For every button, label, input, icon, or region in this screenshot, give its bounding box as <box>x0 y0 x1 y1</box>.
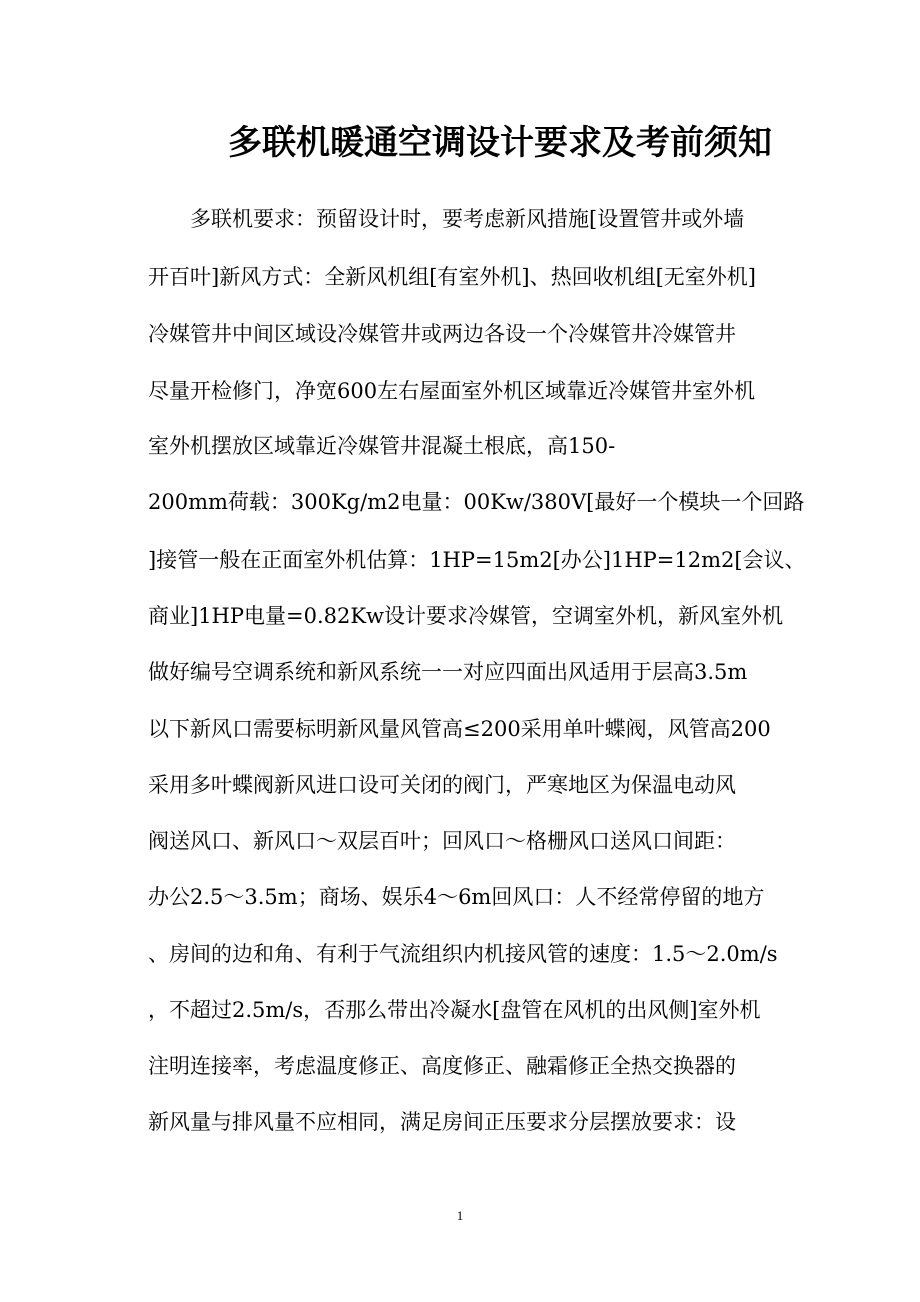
body-line-12: 阀送风口、新风口～双层百叶；回风口～格栅风口送风口间距： <box>148 829 736 853</box>
body-line-15: ，不超过2.5m/s，否那么带出冷凝水[盘管在风机的出风侧]室外机 <box>148 998 761 1022</box>
body-line-5: 室外机摆放区域靠近冷媒管井混凝土根底，高150- <box>148 434 616 458</box>
body-line-17: 新风量与排风量不应相同，满足房间正压要求分层摆放要求：设 <box>148 1110 736 1134</box>
body-line-11: 采用多叶蝶阀新风进口设可关闭的阀门，严寒地区为保温电动风 <box>148 773 736 797</box>
body-line-2: 开百叶]新风方式：全新风机组[有室外机]、热回收机组[无室外机] <box>148 265 756 289</box>
body-line-3: 冷媒管井中间区域设冷媒管井或两边各设一个冷媒管井冷媒管井 <box>148 322 736 346</box>
body-line-13: 办公2.5～3.5m；商场、娱乐4～6m回风口：人不经常停留的地方 <box>148 885 765 909</box>
body-line-10: 以下新风口需要标明新风量风管高≤200采用单叶蝶阀，风管高200 <box>148 717 771 741</box>
body-line-14: 、房间的边和角、有利于气流组织内机接风管的速度：1.5～2.0m/s <box>148 942 778 966</box>
body-line-9: 做好编号空调系统和新风系统一一对应四面出风适用于层高3.5m <box>148 660 748 684</box>
body-line-1: 多联机要求：预留设计时，要考虑新风措施[设置管井或外墙 <box>190 207 745 231</box>
body-line-7: ]接管一般在正面室外机估算：1HP=15m2[办公]1HP=12m2[会议、 <box>148 548 806 572</box>
body-line-6: 200mm荷载：300Kg/m2电量：00Kw/380V[最好一个模块一个回路 <box>148 490 805 514</box>
body-line-4: 尽量开检修门，净宽600左右屋面室外机区域靠近冷媒管井室外机 <box>148 379 756 403</box>
body-line-16: 注明连接率，考虑温度修正、高度修正、融霜修正全热交换器的 <box>148 1054 736 1078</box>
document-title: 多联机暖通空调设计要求及考前须知 <box>228 123 772 163</box>
page-number: 1 <box>456 1208 464 1223</box>
body-line-8: 商业]1HP电量=0.82Kw设计要求冷媒管，空调室外机，新风室外机 <box>148 604 784 628</box>
